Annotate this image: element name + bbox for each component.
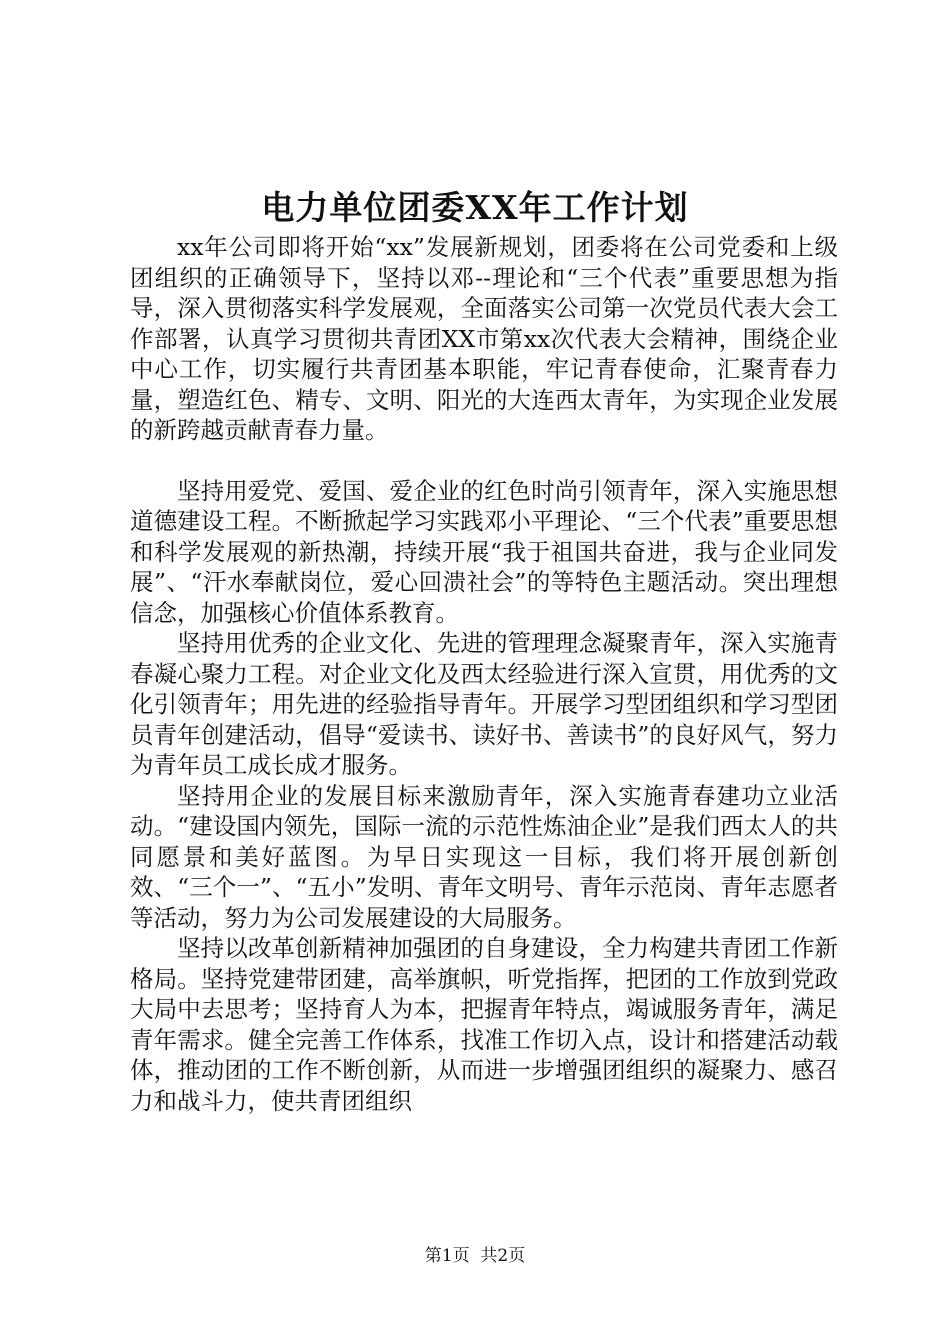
paragraph-self-building: 坚持以改革创新精神加强团的自身建设，全力构建共青团工作新格局。坚持党建带团建，高举旗帜，听党指挥，把团的工作放到党政大局中去思考；坚持育人为本，把握青年特点，竭诚服务青年，满足青年需求。健全完善工作体系，找准工作切入点，设计和搭建活动载体，推动团的工作不断创新，从而进一步增强团组织的凝聚力、感召力和战斗力，使共青团组织 <box>130 934 838 1115</box>
page-number-indicator: 第1页 共2页 <box>424 1246 526 1266</box>
document-title: 电力单位团委XX年工作计划 <box>261 188 689 227</box>
paragraph-ideology: 坚持用爱党、爱国、爱企业的红色时尚引领青年，深入实施思想道德建设工程。不断掀起学习实践邓小平理论、“三个代表”重要思想和科学发展观的新热潮，持续开展“我于祖国共奋进，我与企业同发展”、“汗水奉献岗位，爱心回溃社会”的等特色主题活动。突出理想信念，加强核心价值体系教育。 <box>130 476 838 627</box>
page-footer <box>0 1244 950 1268</box>
document-body <box>130 232 838 1116</box>
paragraph-culture: 坚持用优秀的企业文化、先进的管理理念凝聚青年，深入实施青春凝心聚力工程。对企业文化及西太经验进行深入宣贯，用优秀的文化引领青年；用先进的经验指导青年。开展学习型团组织和学习型团员青年创建活动，倡导“爱读书、读好书、善读书”的良好风气，努力为青年员工成长成才服务。 <box>130 629 838 779</box>
paragraph-goals: 坚持用企业的发展目标来激励青年，深入实施青春建功立业活动。“建设国内领先，国际一流的示范性炼油企业”是我们西太人的共同愿景和美好蓝图。为早日实现这一目标，我们将开展创新创效、“三个一”、“五小”发明、青年文明号、青年示范岗、青年志愿者等活动，努力为公司发展建设的大局服务。 <box>130 781 838 932</box>
paragraph-intro: xx年公司即将开始“xx”发展新规划，团委将在公司党委和上级团组织的正确领导下，坚持以邓--理论和“三个代表”重要思想为指导，深入贯彻落实科学发展观，全面落实公司第一次党员代表大会工作部署，认真学习贯彻共青团XX市第xx次代表大会精神，围绕企业中心工作，切实履行共青团基本职能，牢记青春使命，汇聚青春力量，塑造红色、精专、文明、阳光的大连西太青年，为实现企业发展的新跨越贡献青春力量。 <box>130 233 838 444</box>
